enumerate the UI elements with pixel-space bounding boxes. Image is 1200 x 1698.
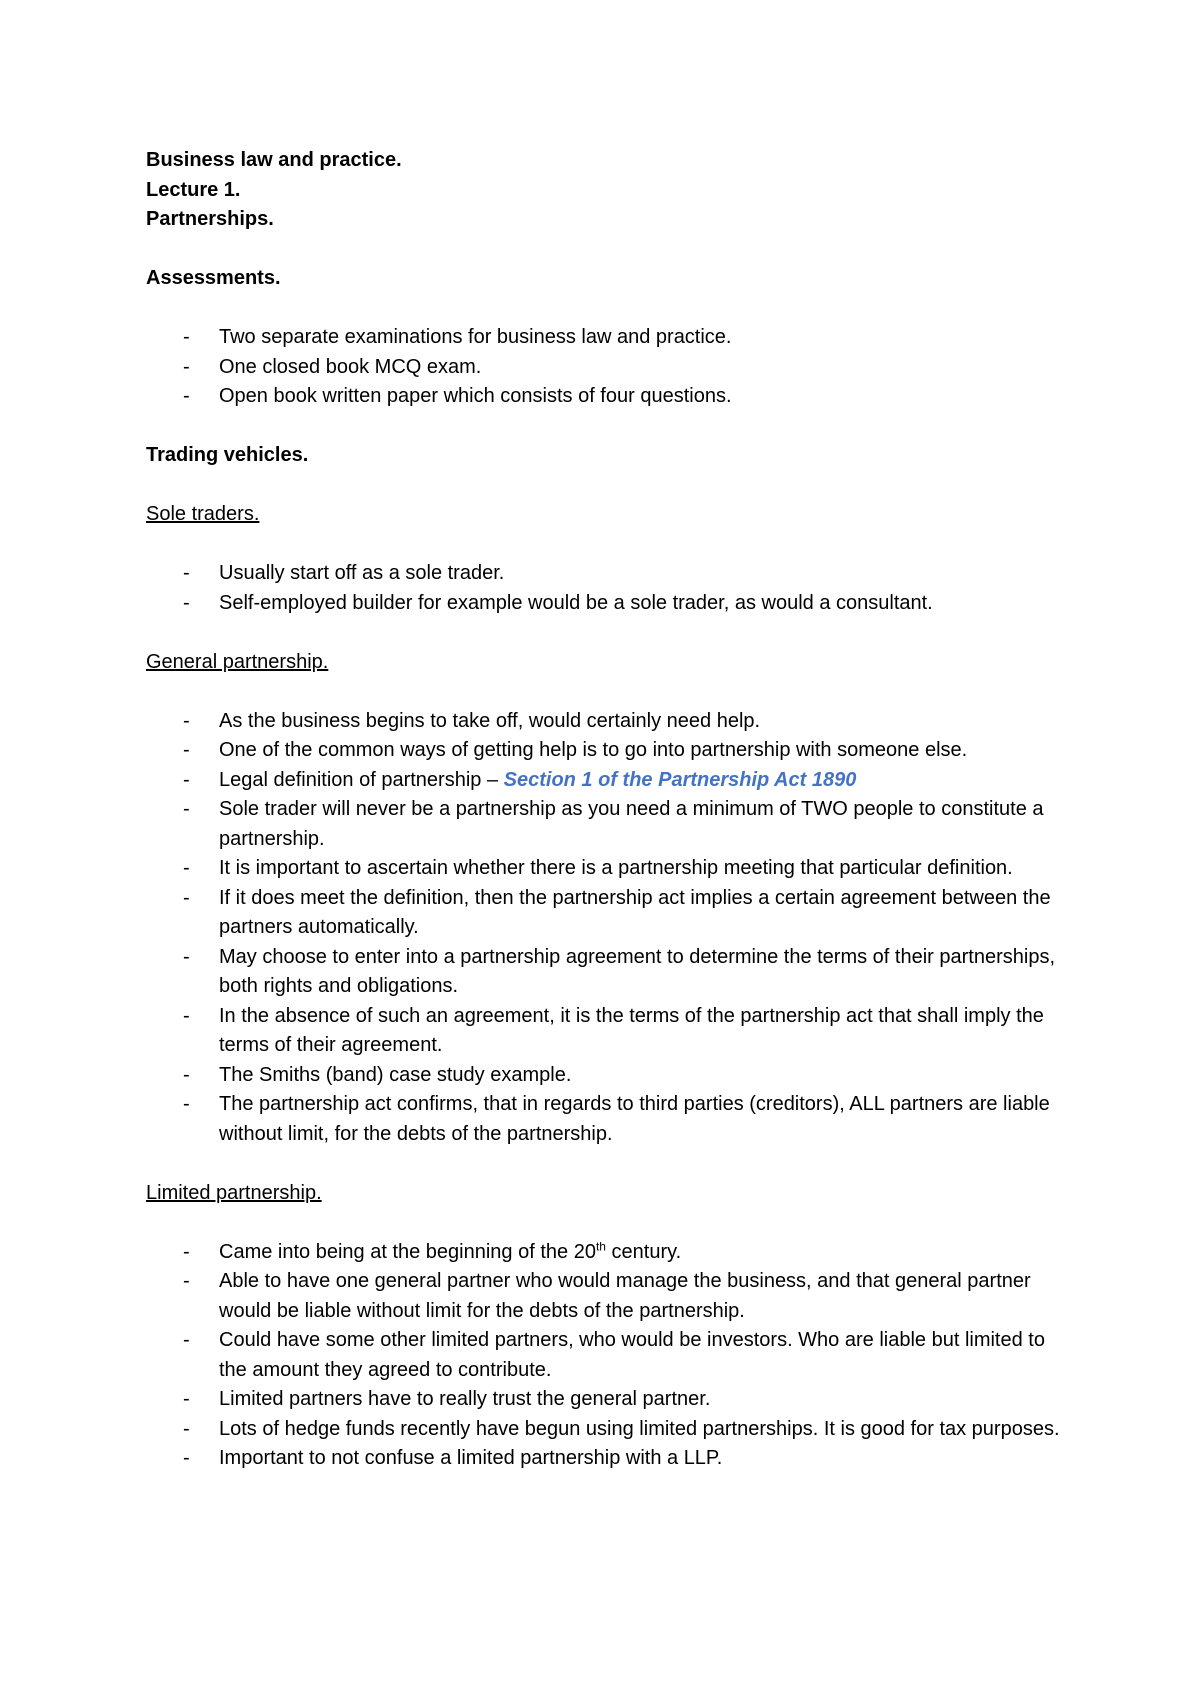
- bullet-dash: -: [183, 857, 190, 879]
- list-item: - Usually start off as a sole trader.: [146, 559, 1076, 589]
- bullet-dash: -: [183, 1004, 190, 1027]
- list-item: - Came into being at the beginning of the 20th century.: [146, 1238, 1076, 1268]
- bullet-dash: -: [183, 945, 190, 968]
- list-item: - One closed book MCQ exam.: [146, 353, 1076, 383]
- lecture-number: Lecture 1.: [146, 178, 241, 201]
- list-item: - Lots of hedge funds recently have begun using limited partnerships. It is good for tax purposes.: [146, 1415, 1076, 1445]
- list-item: - As the business begins to take off, would certainly need help.: [146, 707, 1076, 737]
- spacer: [146, 1208, 1076, 1238]
- course-title: Business law and practice.: [146, 149, 402, 171]
- list-item: - May choose to enter into a partnership agreement to determine the terms of their partnerships, both rights and obligations.: [146, 943, 1076, 1002]
- assessments-list: [146, 323, 1076, 412]
- bullet-dash: -: [183, 562, 190, 584]
- limited-partnership-heading: Limited partnership.: [146, 1181, 322, 1204]
- list-item: - It is important to ascertain whether there is a partnership meeting that particular definition.: [146, 854, 1076, 884]
- list-item: - The Smiths (band) case study example.: [146, 1061, 1076, 1091]
- list-item: - Two separate examinations for business law and practice.: [146, 323, 1076, 353]
- bullet-dash: -: [183, 355, 190, 378]
- spacer: [146, 471, 1076, 501]
- list-item: - Self-employed builder for example would be a sole trader, as would a consultant.: [146, 589, 1076, 619]
- document-page: [146, 146, 1076, 1474]
- list-item: - In the absence of such an agreement, it is the terms of the partnership act that shall imply the terms of their agreement.: [146, 1002, 1076, 1061]
- list-item: - Sole trader will never be a partnership as you need a minimum of TWO people to constitute a partnership.: [146, 795, 1076, 854]
- list-item: - Important to not confuse a limited partnership with a LLP.: [146, 1444, 1076, 1474]
- bullet-dash: -: [183, 1240, 190, 1263]
- list-item: - Could have some other limited partners, who would be investors. Who are liable but limited to the amount they agreed to contribute.: [146, 1326, 1076, 1385]
- spacer: [146, 618, 1076, 648]
- assessments-heading: Assessments.: [146, 267, 281, 289]
- bullet-dash: -: [183, 739, 190, 761]
- lecture-topic: Partnerships.: [146, 208, 274, 230]
- ordinal-superscript: th: [595, 1238, 606, 1253]
- bullet-dash: -: [183, 1388, 190, 1410]
- statute-reference-link[interactable]: Section 1 of the Partnership Act 1890: [503, 768, 857, 791]
- bullet-dash: -: [183, 1063, 190, 1086]
- spacer: [146, 530, 1076, 560]
- list-item: - The partnership act confirms, that in regards to third parties (creditors), ALL partners are liable without limit, for the debts of the partnership.: [146, 1090, 1076, 1149]
- sole-traders-list: [146, 559, 1076, 618]
- spacer: [146, 677, 1076, 707]
- bullet-dash: -: [183, 1270, 190, 1292]
- bullet-dash: -: [183, 1447, 190, 1469]
- bullet-dash: -: [183, 326, 190, 348]
- spacer: [146, 294, 1076, 324]
- list-item: - Limited partners have to really trust the general partner.: [146, 1385, 1076, 1415]
- bullet-dash: -: [183, 385, 190, 407]
- spacer: [146, 412, 1076, 442]
- spacer: [146, 1149, 1076, 1179]
- list-item: - If it does meet the definition, then the partnership act implies a certain agreement between the partners automatically.: [146, 884, 1076, 943]
- sole-traders-heading: Sole traders.: [146, 503, 260, 525]
- bullet-dash: -: [183, 798, 190, 820]
- bullet-dash: -: [183, 591, 190, 614]
- limited-partnership-list: [146, 1238, 1076, 1474]
- bullet-dash: -: [183, 886, 190, 909]
- bullet-dash: -: [183, 709, 190, 732]
- general-partnership-list: [146, 707, 1076, 1150]
- list-item: - Legal definition of partnership – Section 1 of the Partnership Act 1890: [146, 766, 1076, 796]
- general-partnership-heading: General partnership.: [146, 650, 329, 673]
- spacer: [146, 235, 1076, 265]
- list-item: - Able to have one general partner who would manage the business, and that general partner would be liable without limit for the debts of the partnership.: [146, 1267, 1076, 1326]
- bullet-dash: -: [183, 1093, 190, 1115]
- bullet-dash: -: [183, 1417, 190, 1440]
- trading-vehicles-heading: Trading vehicles.: [146, 444, 309, 466]
- list-item: - One of the common ways of getting help is to go into partnership with someone else.: [146, 736, 1076, 766]
- bullet-dash: -: [183, 1329, 190, 1351]
- bullet-dash: -: [183, 768, 190, 791]
- list-item: - Open book written paper which consists of four questions.: [146, 382, 1076, 412]
